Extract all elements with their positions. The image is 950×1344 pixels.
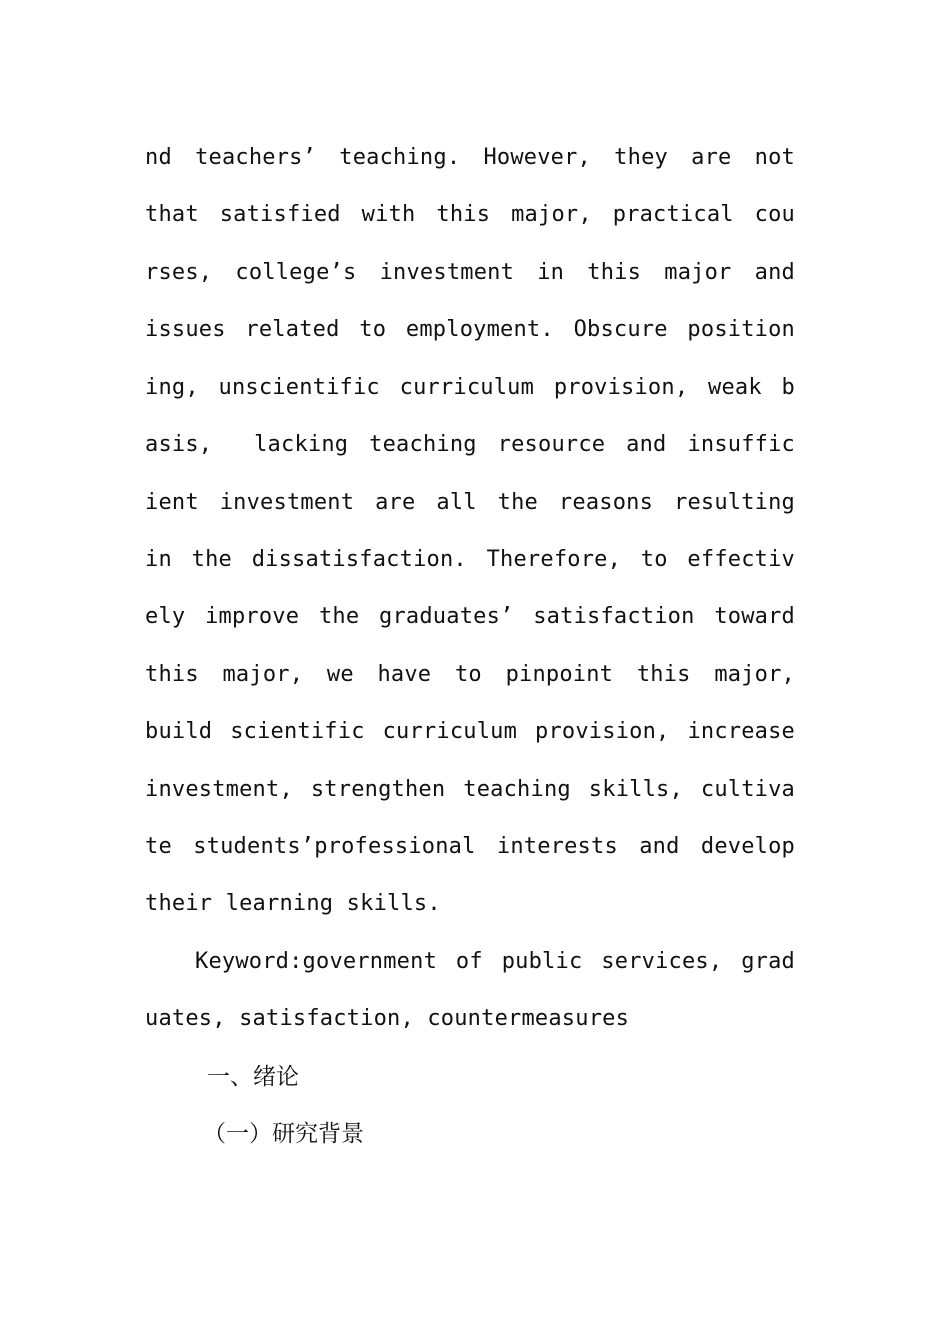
body-text-line: ing, unscientific curriculum provision, weak b [145,375,795,400]
section-heading: 一、绪论 [207,1064,299,1090]
body-text-line: that satisfied with this major, practical cou [145,202,795,227]
body-text-line: investment, strengthen teaching skills, cultiva [145,777,795,802]
keyword-line: Keyword:government of public services, grad [195,949,795,974]
body-text-line: ient investment are all the reasons resulting [145,490,795,515]
subsection-heading: （一）研究背景 [203,1121,364,1147]
body-text-line: te students’professional interests and develop [145,834,795,859]
body-text-line: nd teachers’ teaching. However, they are not [145,145,795,170]
body-text-line: asis, lacking teaching resource and insuffic [145,432,795,457]
body-text-line: rses, college’s investment in this major and [145,260,795,285]
body-text-line: this major, we have to pinpoint this major, [145,662,795,687]
body-text-line: in the dissatisfaction. Therefore, to effectiv [145,547,795,572]
body-text-line: issues related to employment. Obscure position [145,317,795,342]
body-text-line: build scientific curriculum provision, increase [145,719,795,744]
keyword-line: uates, satisfaction, countermeasures [145,1006,630,1031]
body-text-line: ely improve the graduates’ satisfaction toward [145,604,795,629]
body-text-line: their learning skills. [145,891,441,916]
